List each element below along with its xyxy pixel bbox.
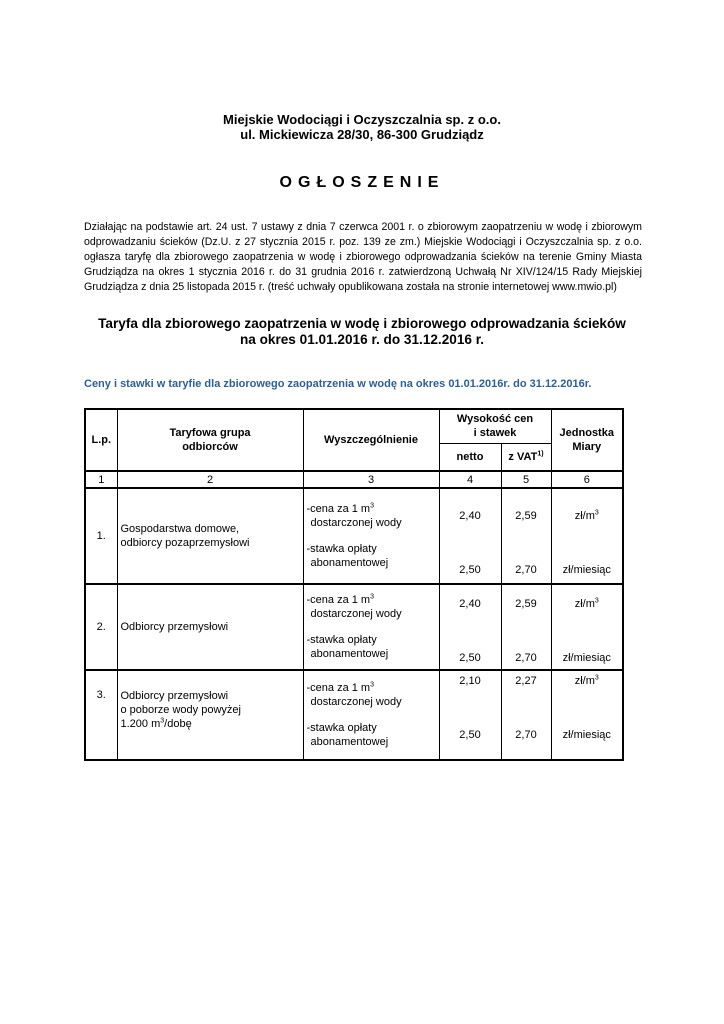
row-group-line3: 1.200 $m^3$/dobę: [120, 717, 192, 730]
row-vat: [501, 670, 551, 760]
header-amount: [439, 409, 551, 443]
row-spec: [303, 670, 439, 760]
row-group: [117, 670, 303, 760]
row-group-line2: odbiorcy pozaprzemysłowi: [120, 537, 250, 549]
tariff-table: [84, 408, 624, 761]
tariff-title-line1: Taryfa dla zbiorowego zaopatrzenia w wodę i zbiorowego odprowadzania ścieków: [98, 316, 626, 331]
header-group-line2: odbiorców: [182, 441, 238, 453]
price-vat: 2,59: [515, 597, 537, 610]
header-unit-line2: Miary: [572, 441, 602, 453]
price-netto: 2,40: [459, 510, 481, 522]
company-name: Miejskie Wodociągi i Oczyszczalnia sp. z o.o.: [223, 112, 501, 127]
row-vat: [501, 488, 551, 584]
header-lp: L.p.: [85, 409, 117, 471]
spec-fee-line1: -stawka opłaty: [306, 543, 377, 555]
row-lp: 3.: [85, 670, 117, 760]
row-group-line1: Odbiorcy przemysłowi: [120, 621, 229, 633]
tariff-title: [60, 316, 664, 348]
header-netto: netto: [439, 443, 501, 471]
row-spec: [303, 584, 439, 670]
col-number-4: 4: [439, 471, 501, 488]
row-unit: [551, 584, 623, 670]
row-group-line2: o poborze wody powyżej: [120, 704, 241, 716]
row-spec: [303, 488, 439, 584]
row-netto: [439, 584, 501, 670]
header-vat-note: 1): [537, 450, 544, 458]
row-unit: [551, 670, 623, 760]
unit-price: $zł/m^3$: [574, 509, 599, 522]
fee-vat: 2,70: [515, 651, 537, 664]
spec-fee-line2: abonamentowej: [310, 557, 389, 569]
header-amount-line2: i stawek: [473, 427, 517, 440]
unit-fee: zł/miesiąc: [562, 564, 611, 576]
row-netto: [439, 488, 501, 584]
price-vat: 2,59: [515, 510, 537, 522]
spec-price-line2: dostarczonej wody: [310, 608, 402, 620]
row-unit: [551, 488, 623, 584]
intro-paragraph: Działając na podstawie art. 24 ust. 7 ustawy z dnia 7 czerwca 2001 r. o zbiorowym zaopatrzeniu w wodę i zbiorowym odprowadzaniu ścieków (Dz.U. z 27 stycznia 2015 r. poz. 139 ze zm.) Miejskie Wodociągi i Oczyszczalnia sp. z o.o. ogłasza taryfę dla zbiorowego zaopatrzenia w wodę i zbiorowego odprowadzania ścieków na terenie Gminy Miasta Grudziądza na okres 1 stycznia 2016 r. do 31 grudnia 2016 r. zatwierdzoną Uchwałą Nr XIV/124/15 Rady Miejskiej Grudziądza z dnia 25 listopada 2015 r. (treść uchwały opublikowana została na stronie internetowej www.mwio.pl): [84, 221, 642, 293]
table-subheading: Ceny i stawki w taryfie dla zbiorowego zaopatrzenia w wodę na okres 01.01.2016r. do 31.12.2016r.: [84, 378, 592, 390]
table-row: [85, 488, 623, 584]
unit-fee: zł/miesiąc: [562, 651, 611, 664]
table-row: [85, 584, 623, 670]
col-number-1: 1: [85, 471, 117, 488]
header-unit: [551, 409, 623, 471]
row-lp: 1.: [85, 488, 117, 584]
price-netto: 2,10: [459, 675, 481, 687]
row-group: [117, 584, 303, 670]
row-group-line1: Gospodarstwa domowe,: [120, 523, 240, 535]
row-netto: [439, 670, 501, 760]
header-vat-label: z VAT: [508, 450, 538, 463]
fee-vat: 2,70: [515, 564, 537, 576]
spec-fee-line1: -stawka opłaty: [306, 722, 377, 734]
spec-price-line1: -cena za 1 $m^3$: [306, 502, 374, 515]
row-group-line1: Odbiorcy przemysłowi: [120, 690, 229, 702]
spec-fee-line2: abonamentowej: [310, 736, 389, 748]
price-vat: 2,27: [515, 675, 537, 687]
spec-fee-line1: -stawka opłaty: [306, 634, 377, 646]
fee-netto: 2,50: [459, 729, 481, 741]
fee-vat: 2,70: [515, 729, 537, 741]
announcement-title: OGŁOSZENIE: [279, 174, 445, 191]
unit-price: $zł/m^3$: [574, 596, 599, 610]
spec-price-line1: -cena za 1 $m^3$: [306, 593, 374, 606]
header-amount-line1: Wysokość cen: [456, 413, 534, 426]
spec-price-line2: dostarczonej wody: [310, 517, 402, 529]
col-number-3: 3: [303, 471, 439, 488]
col-number-2: 2: [117, 471, 303, 488]
row-group: [117, 488, 303, 584]
row-lp: 2.: [85, 584, 117, 670]
row-vat: [501, 584, 551, 670]
company-address: ul. Mickiewicza 28/30, 86-300 Grudziądz: [240, 127, 484, 142]
unit-fee: zł/miesiąc: [562, 729, 611, 741]
col-number-6: 6: [551, 471, 623, 488]
header-unit-line1: Jednostka: [559, 427, 614, 439]
header-group: [117, 409, 303, 471]
fee-netto: 2,50: [459, 564, 481, 576]
spec-price-line2: dostarczonej wody: [310, 696, 402, 708]
header-spec: Wyszczególnienie: [303, 409, 439, 471]
spec-fee-line2: abonamentowej: [310, 648, 389, 660]
fee-netto: 2,50: [459, 651, 481, 664]
unit-price: $zł/m^3$: [574, 674, 599, 687]
spec-price-line1: -cena za 1 $m^3$: [306, 681, 374, 694]
price-netto: 2,40: [459, 597, 481, 610]
header-group-line1: Taryfowa grupa: [169, 427, 251, 439]
header-vat: [501, 443, 551, 471]
table-row: [85, 670, 623, 760]
tariff-title-line2: na okres 01.01.2016 r. do 31.12.2016 r.: [239, 332, 485, 347]
col-number-5: 5: [501, 471, 551, 488]
